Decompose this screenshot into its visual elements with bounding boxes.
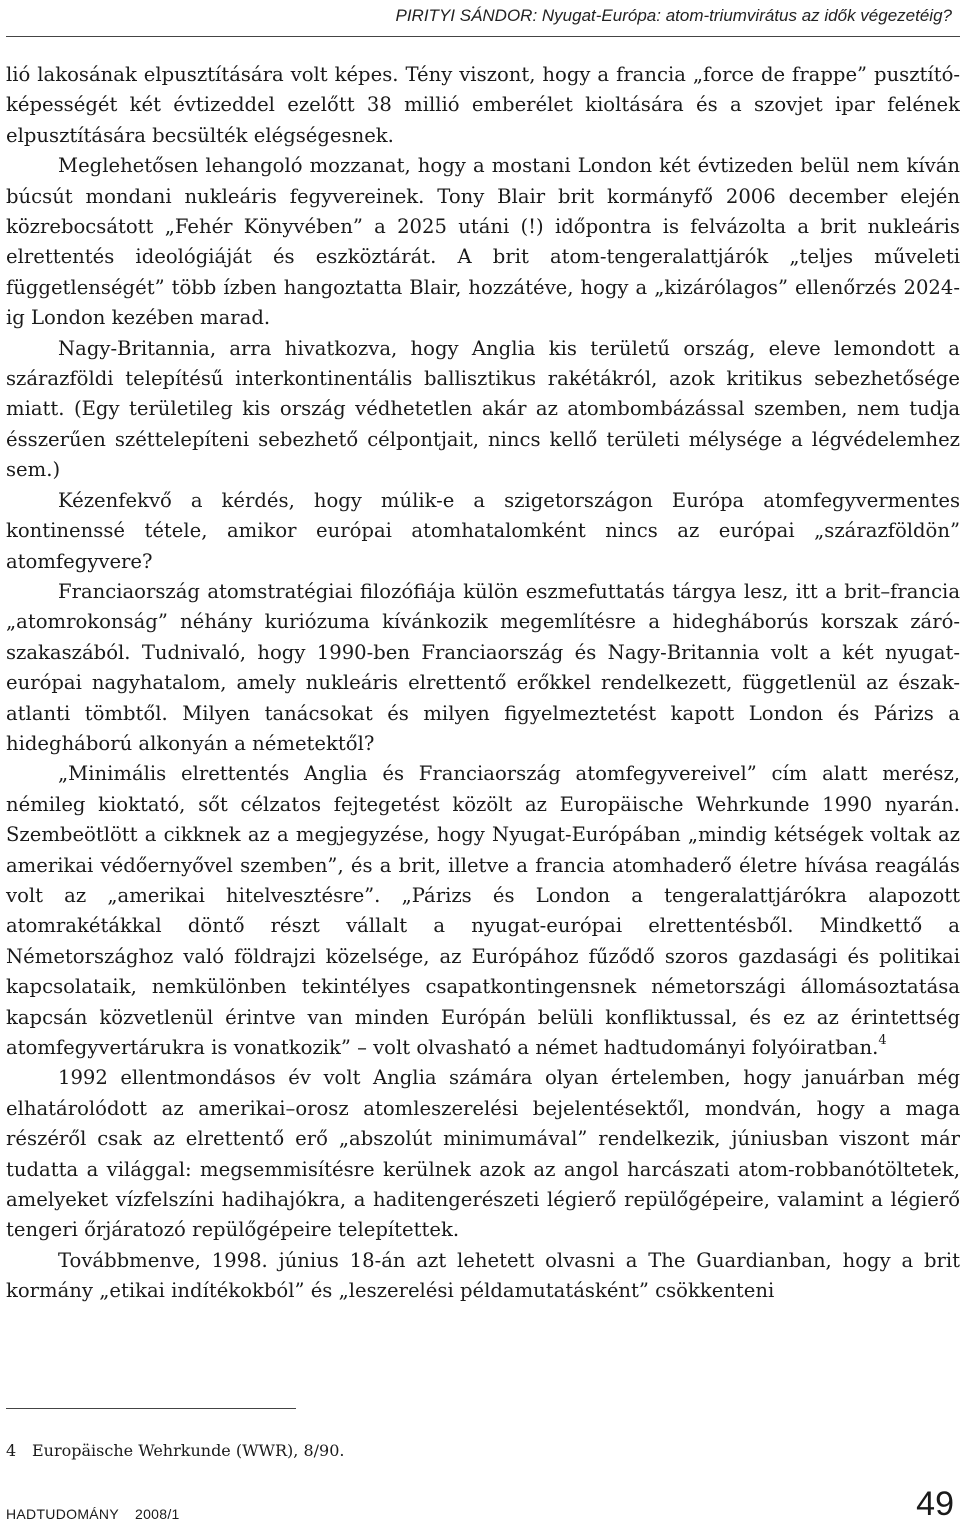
paragraph-with-footnote (6, 759, 960, 1063)
paragraph: Nagy-Britannia, arra hivatkozva, hogy Anglia kis területű ország, eleve lemondott a szárazföldi telepítésű interkontinentális ballisztikus rakétákról, azok kritikus sebezhetősége miatt. (Egy területileg kis ország védhetetlen akár az atombombázással szemben, nem tudja ésszerűen széttelepíteni sebezhető célpontjait, nincs kellő területi mélysége a légvédelemhez sem.) (6, 336, 960, 482)
paragraph: Továbbmenve, 1998. június 18-án azt lehetett olvasni a The Guardianban, hogy a brit kormány „etikai indítékokból” és „leszerelési példamutatásként” csökkenteni (6, 1248, 960, 1303)
journal-name: HADTUDOMÁNY (6, 1506, 119, 1522)
footnote-number: 4 (6, 1441, 17, 1460)
paragraph: Kézenfekvő a kérdés, hogy múlik-e a szigetországon Európa atomfegyvermentes kontinenssé tétele, amikor európai atomhatalomként nincs az európai „szárazföldön” atomfegyvere? (6, 488, 960, 573)
article-body (6, 60, 960, 1307)
paragraph: Meglehetősen lehangoló mozzanat, hogy a mostani London két évtizeden belül nem kíván búcsút mondani nukleáris fegyvereinek. Tony Blair brit kormányfő 2006 december elején közrebocsátott „Fehér Könyvében” a 2025 utáni (!) időpontra is felvázolta a brit nukleáris elrettentés ideológiáját és eszköztárát. A brit atom-tengeralattjárók „teljes műveleti függetlenségét” több ízben hangoztatta Blair, hozzátéve, hogy a „kizárólagos” ellenőrzés 2024-ig London kezében marad. (6, 154, 960, 330)
paragraph: lió lakosának elpusztítására volt képes. Tény viszont, hogy a francia „force de frappe” pusztító-képességét két évtizeddel ezelőtt 38 millió emberélet kioltására és a szovjet ipar felének elpusztítására becsülték elégségesnek. (6, 63, 960, 147)
footnote-reference[interactable]: 4 (878, 1033, 887, 1048)
footnote-rule (6, 1408, 296, 1409)
paragraph-text: „Minimális elrettentés Anglia és Franciaország atomfegyvereivel” cím alatt merész, némileg kioktató, sőt célzatos fejtegetést közölt az Europäische Wehrkunde 1990 nyarán. Szembeötlött a cikknek az a megjegyzése, hogy Nyugat-Európában „mindig kétségek voltak az amerikai védőernyővel szemben”, és a brit, illetve a francia atomhaderő életre hívása reagálás volt az „amerikai hitelvesztésre”. „Párizs és London a tengeralattjárókra alapozott atomrakétákkal döntő részt vállalt a nyugat-európai elrettentésből. Mindkettő a Németországhoz való földrajzi közelsége, az Európához fűződő szoros gazdasági és politikai kapcsolataik, nemkülönben tekintélyes csapatkontingensnek németországi állomásoztatása kapcsán közvetlenül érintve van minden Európán belüli konfliktussal, és ez az érintettség atomfegyvertárukra is vonatkozik” – volt olvasható a német hadtudományi folyóiratban. (6, 762, 960, 1059)
running-header: PIRITYI SÁNDOR: Nyugat-Európa: atom-triumvirátus az idők végezetéig? (395, 6, 952, 25)
page-number: 49 (916, 1485, 954, 1523)
header-rule (6, 36, 960, 37)
footnote (6, 1440, 946, 1462)
footer-journal (6, 1506, 180, 1522)
footnote-text: Europäische Wehrkunde (WWR), 8/90. (32, 1441, 345, 1460)
journal-issue: 2008/1 (134, 1506, 180, 1522)
paragraph: 1992 ellentmondásos év volt Anglia számára olyan értelemben, hogy januárban még elhatárolódott az amerikai–orosz atomleszerelési bejelentésektől, mondván, hogy a maga részéről csak az elrettentő erő „abszolút minimumával” rendelkezik, júniusban viszont már tudatta a világgal: megsemmisítésre kerülnek azok az angol harcászati atom-robbanótöltetek, amelyeket vízfelszíni hadihajókra, a haditengerészeti légierő repülőgépeire, valamint a légierő tengeri őrjáratozó repülőgépeire telepítettek. (6, 1066, 960, 1242)
paragraph: Franciaország atomstratégiai filozófiája külön eszmefuttatás tárgya lesz, itt a brit–francia „atomrokonság” néhány kuriózuma kívánkozik megemlítésre a hidegháborús korszak záró-szakaszából. Tudnivaló, hogy 1990-ben Franciaország és Nagy-Britannia volt a két nyugat-európai nagyhatalom, amely nukleáris elrettentő erőkkel rendelkezett, függetlenül az észak-atlanti tömbtől. Milyen tanácsokat és milyen figyelmeztetést kapott London és Párizs a hidegháború alkonyán a németektől? (6, 579, 960, 755)
